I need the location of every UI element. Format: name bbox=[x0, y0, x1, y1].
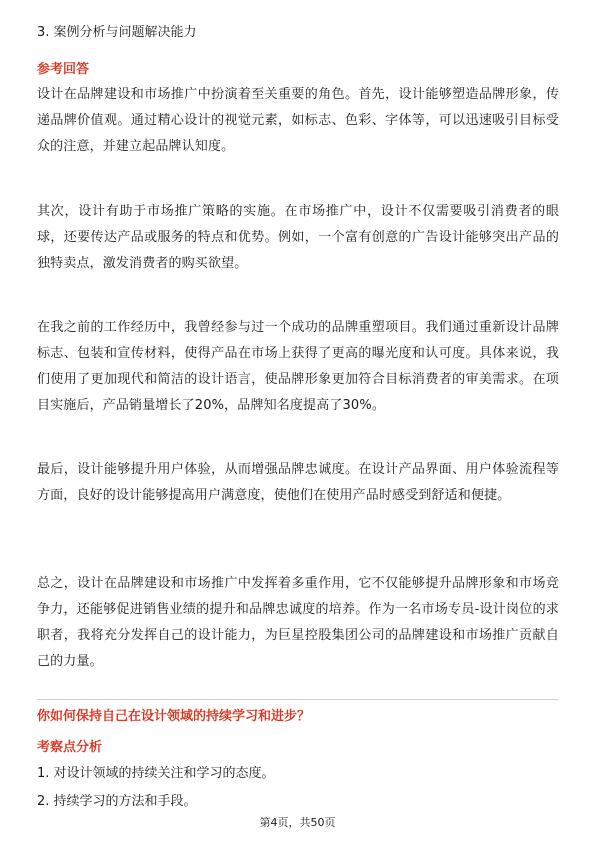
answer-paragraph-5: 总之，设计在品牌建设和市场推广中发挥着多重作用，它不仅能够提升品牌形象和市场竞争力，还能够促进销售业绩的提升和品牌忠诚度的培养。作为一名市场专员-设计岗位的求职者，我将充分发挥自己的设计能力，为巨星控股集团公司的品牌建设和市场推广贡献自己的力量。 bbox=[37, 576, 559, 669]
answer-paragraph-3: 在我之前的工作经历中，我曾经参与过一个成功的品牌重塑项目。我们通过重新设计品牌标志、包装和宣传材料，使得产品在市场上获得了更高的曝光度和认可度。具体来说，我们使用了更加现代和简洁的设计语言，使品牌形象更加符合目标消费者的审美需求。在项目实施后，产品销量增长了20%，品牌知名度提高了30%。 bbox=[37, 320, 559, 413]
section-heading: 3. 案例分析与问题解决能力 bbox=[37, 25, 197, 40]
section-divider bbox=[37, 699, 558, 700]
analysis-point-1: 1. 对设计领域的持续关注和学习的态度。 bbox=[37, 766, 275, 781]
page-footer: 第4页，共50页 bbox=[259, 816, 336, 829]
next-question-title: 你如何保持自己在设计领域的持续学习和进步？ bbox=[37, 709, 311, 724]
answer-label: 参考回答 bbox=[37, 62, 90, 77]
answer-paragraph-2: 其次，设计有助于市场推广策略的实施。在市场推广中，设计不仅需要吸引消费者的眼球，还要传达产品或服务的特点和优势。例如，一个富有创意的广告设计能够突出产品的独特卖点，激发消费者的购买欲望。 bbox=[37, 204, 559, 271]
answer-paragraph-4: 最后，设计能够提升用户体验，从而增强品牌忠诚度。在设计产品界面、用户体验流程等方面，良好的设计能够提高用户满意度，使他们在使用产品时感受到舒适和便捷。 bbox=[37, 462, 559, 503]
analysis-point-2: 2. 持续学习的方法和手段。 bbox=[37, 794, 197, 809]
answer-paragraph-1: 设计在品牌建设和市场推广中扮演着至关重要的角色。首先，设计能够塑造品牌形象，传递品牌价值观。通过精心设计的视觉元素，如标志、色彩、字体等，可以迅速吸引目标受众的注意，并建立起品牌认知度。 bbox=[37, 87, 559, 154]
analysis-label: 考察点分析 bbox=[37, 740, 103, 755]
